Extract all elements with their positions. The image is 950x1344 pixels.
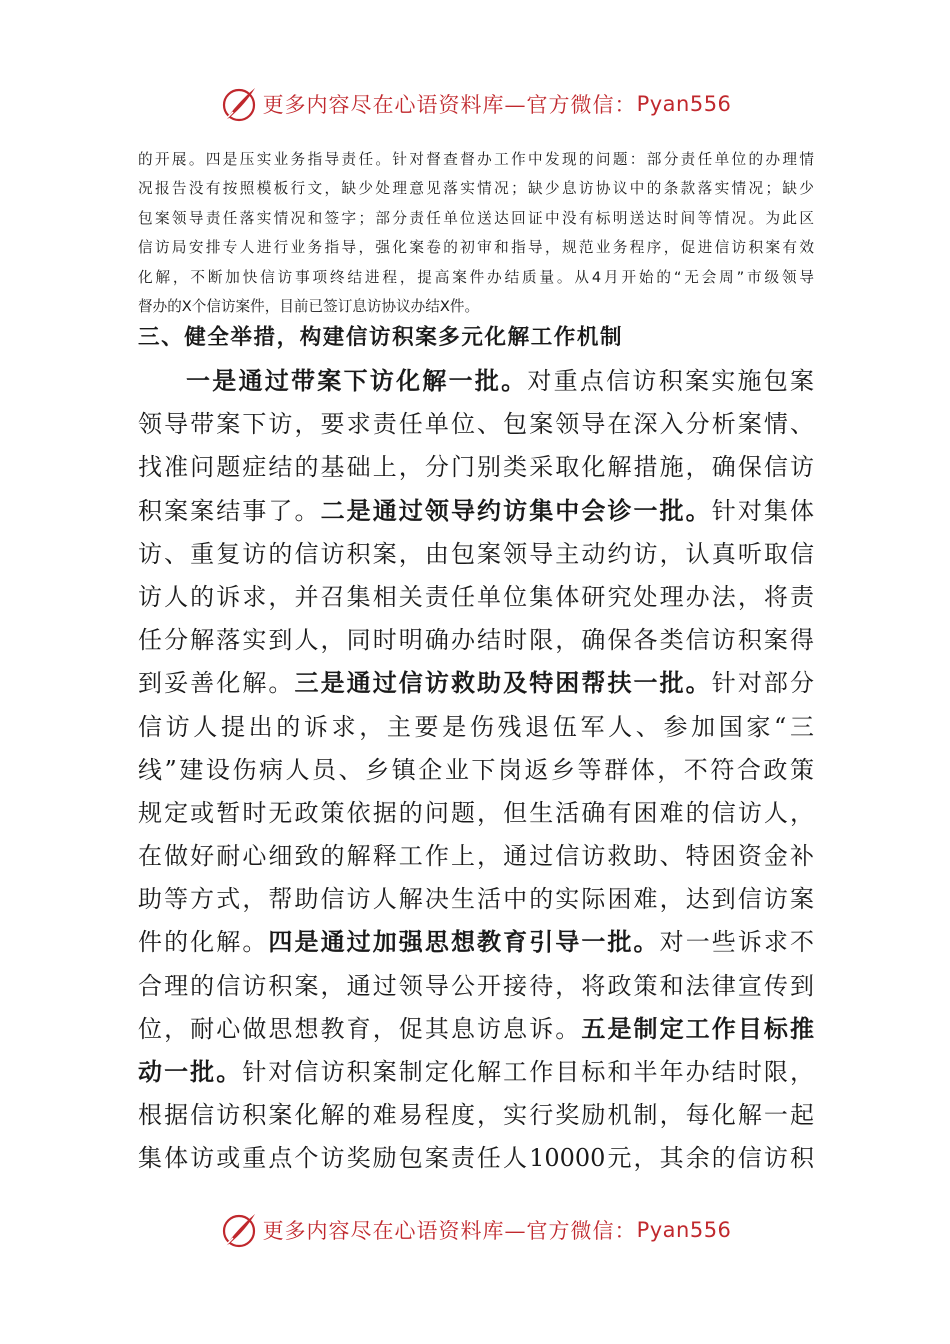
section-heading: 三、健全举措，构建信访积案多元化解工作机制 — [138, 325, 624, 350]
body-line — [138, 1094, 814, 1137]
bold-lead-phrase: 动一批。 — [138, 1058, 243, 1086]
bold-lead-phrase: 一是通过带案下访化解一批。 — [186, 367, 528, 395]
body-line — [138, 1008, 814, 1051]
body-text-run: 在做好耐心细致的解释工作上，通过信访救助、特困资金补 — [138, 842, 814, 871]
watermark-text: 更多内容尽在心语资料库—官方微信： — [262, 1219, 637, 1243]
body-text-run: 集体访或重点个访奖励包案责任人10000元，其余的信访积 — [138, 1144, 814, 1173]
body-text-run: 合理的信访积案，通过领导公开接待，将政策和法律宣传到 — [138, 971, 814, 1000]
watermark-wechat-id: Pyan556 — [636, 1218, 732, 1242]
body-line — [138, 921, 814, 964]
body-text-run: 信访人提出的诉求，主要是伤残退伍军人、参加国家“三 — [138, 712, 814, 741]
body-text-run: 规定或暂时无政策依据的问题，但生活确有困难的信访人， — [138, 798, 814, 827]
watermark-banner-bottom — [0, 1210, 950, 1250]
body-line — [138, 360, 814, 403]
body-text-run: 助等方式，帮助信访人解决生活中的实际困难，达到信访案 — [138, 885, 814, 914]
body-text-run: 到妥善化解。 — [138, 669, 295, 698]
body-text-run: 访人的诉求，并召集相关责任单位集体研究处理办法，将责 — [138, 582, 814, 611]
body-line — [138, 576, 814, 619]
quill-pen-logo-icon — [219, 1210, 259, 1250]
body-line — [138, 965, 814, 1008]
bold-lead-phrase: 二是通过领导约访集中会诊一批。 — [320, 496, 712, 525]
body-text-run: 针对信访积案制定化解工作目标和半年办结时限， — [242, 1058, 815, 1086]
watermark-banner-top — [0, 84, 950, 124]
body-line — [138, 706, 814, 749]
body-text-run: 任分解落实到人，同时明确办结时限，确保各类信访积案得 — [138, 626, 814, 655]
body-text-run: 位，耐心做思想教育，促其息访息诉。 — [138, 1014, 582, 1043]
body-line — [138, 446, 814, 489]
body-line — [138, 1051, 814, 1094]
text-line: 的开展。四是压实业务指导责任。针对督查督办工作中发现的问题：部分责任单位的办理情 — [138, 151, 814, 168]
continuation-paragraph — [138, 145, 814, 321]
body-paragraph — [138, 360, 814, 1181]
quill-pen-logo-icon — [219, 84, 259, 124]
body-text-run: 积案案结事了。 — [138, 496, 321, 525]
body-line — [138, 835, 814, 878]
body-line — [138, 662, 814, 705]
watermark-text: 更多内容尽在心语资料库—官方微信： — [262, 93, 637, 117]
bold-lead-phrase: 三是通过信访救助及特困帮扶一批。 — [294, 669, 712, 698]
watermark-wechat-id: Pyan556 — [636, 92, 732, 116]
text-line: 督办的X个信访案件，目前已签订息访协议办结X件。 — [138, 297, 480, 315]
body-text-run: 件的化解。 — [138, 928, 269, 957]
body-line — [138, 792, 814, 835]
text-line: 信访局安排专人进行业务指导，强化案卷的初审和指导，规范业务程序，促进信访积案有效 — [138, 239, 814, 257]
body-line — [138, 533, 814, 576]
body-text-run: 领导带案下访，要求责任单位、包案领导在深入分析案情、 — [138, 410, 814, 439]
text-line: 况报告没有按照模板行文，缺少处理意见落实情况；缺少息访协议中的条款落实情况；缺少 — [138, 180, 814, 198]
body-line — [138, 878, 814, 921]
body-text-run: 根据信访积案化解的难易程度，实行奖励机制，每化解一起 — [138, 1101, 814, 1130]
text-line: 化解，不断加快信访事项终结进程，提高案件办结质量。从4月开始的“无会周”市级领导 — [138, 268, 814, 286]
text-line: 包案领导责任落实情况和签字；部分责任单位送达回证中没有标明送达时间等情况。为此区 — [138, 209, 814, 227]
body-text-run: 针对集体 — [711, 496, 815, 525]
body-line — [138, 1137, 814, 1180]
body-text-run: 访、重复访的信访积案，由包案领导主动约访，认真听取信 — [138, 539, 814, 568]
bold-lead-phrase: 四是通过加强思想教育引导一批。 — [268, 928, 660, 957]
body-line — [138, 619, 814, 662]
body-line — [138, 403, 814, 446]
body-line — [138, 749, 814, 792]
bold-lead-phrase: 五是制定工作目标推 — [581, 1014, 814, 1043]
body-line — [138, 490, 814, 533]
body-text-run: 针对部分 — [711, 669, 815, 698]
body-text-run: 对重点信访积案实施包案 — [527, 367, 814, 395]
body-text-run: 找准问题症结的基础上，分门别类采取化解措施，确保信访 — [138, 453, 814, 482]
body-text-run: 线”建设伤病人员、乡镇企业下岗返乡等群体，不符合政策 — [138, 755, 814, 784]
body-text-run: 对一些诉求不 — [659, 928, 815, 957]
